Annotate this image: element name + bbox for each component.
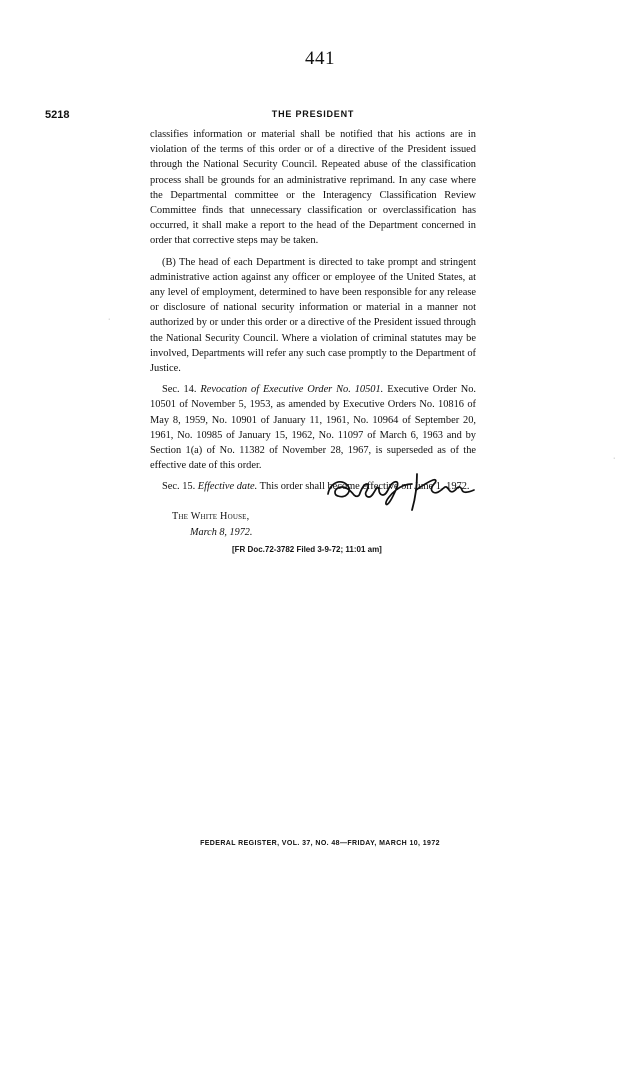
signature-image xyxy=(320,466,480,514)
signing-date: March 8, 1972. xyxy=(190,527,253,538)
paragraph-2: (B) The head of each Department is directed to take prompt and stringent administrative action against any officer or employee of the United States, at any level of employment, determined to have been responsible for any release or disclosure of national security information or material in a manner not authorized by or under this order or a directive of the President issued through the National Security Council. Where a violation of criminal statutes may be involved, Departments will refer any such case promptly to the Department of Justice. xyxy=(150,256,476,375)
paragraph-1: classifies information or material shall be notified that his actions are in violation of the terms of this order or of a directive of the President issued through the National Security Council. Repeated abuse of the classification process shall be grounds for an administrative reprimand. In any case where the Departmental committee or the Interagency Classification Review Committee finds that unnecessary classification or overclassification has occurred, it shall make a report to the head of the Department concerned in order that corrective steps may be taken. xyxy=(150,129,476,247)
section-15-label: Sec. 15. xyxy=(162,481,196,493)
federal-register-page-number: 5218 xyxy=(45,109,70,121)
presidential-signature xyxy=(320,466,480,514)
section-14-text: Executive Order No. 10501 of November 5, 1953, as amended by Executive Orders No. 10816 of May 8, 1959, No. 10901 of January 11, 1961, No. 10964 of September 20, 1961, No. 10985 of January 15, 1962, No. 11097 of March 6, 1963 and by Section 1(a) of No. 11382 of November 28, 1967, is superseded as of the effective date of this order. xyxy=(150,384,477,472)
page-number: 441 xyxy=(305,48,335,69)
section-14-label: Sec. 14. xyxy=(162,384,197,396)
federal-register-footer: FEDERAL REGISTER, VOL. 37, NO. 48—FRIDAY, MARCH 10, 1972 xyxy=(200,840,440,847)
section-15-title: Effective date. xyxy=(197,481,258,493)
place-line xyxy=(172,511,249,522)
main-text xyxy=(150,127,476,495)
section-14-title: Revocation of Executive Order No. 10501. xyxy=(200,384,384,396)
place-text: The White House, xyxy=(172,511,250,522)
running-head: THE PRESIDENT xyxy=(271,109,355,119)
section-14 xyxy=(150,382,476,473)
margin-dot-top: · xyxy=(613,455,616,462)
section-15-text: This order shall become effective on June 1, 1972. xyxy=(259,481,470,493)
federal-register-document-note: [FR Doc.72-3782 Filed 3-9-72; 11:01 am] xyxy=(232,545,382,554)
margin-dot-left: · xyxy=(108,316,111,323)
